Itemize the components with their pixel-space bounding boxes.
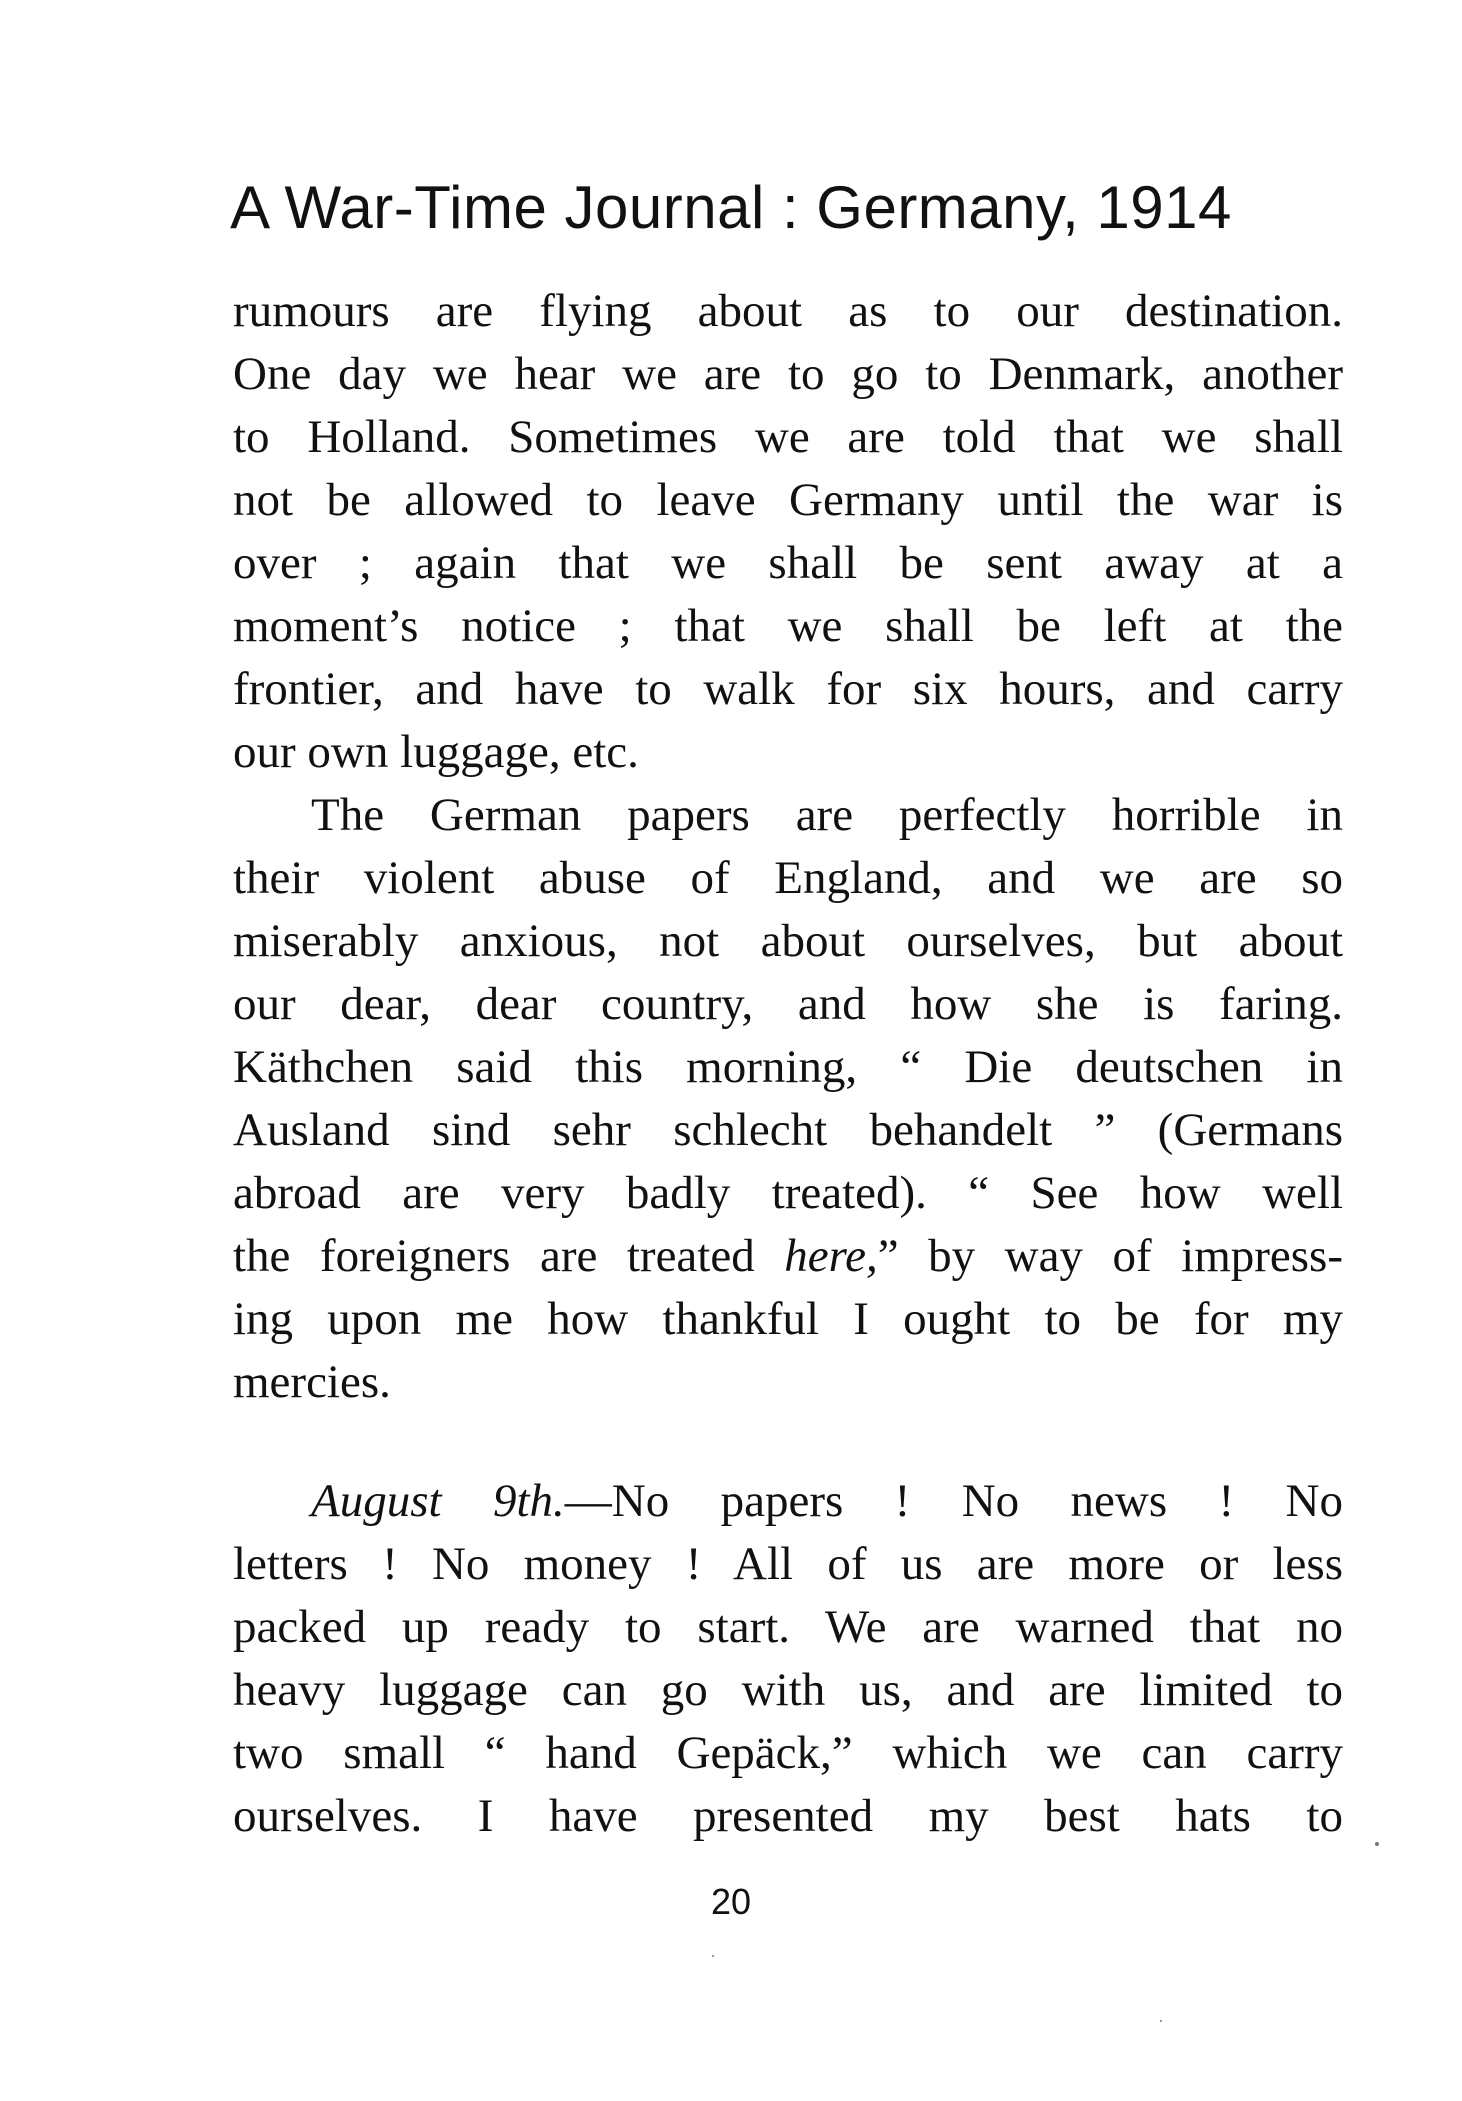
body-text-entry [233,1470,1343,1848]
text-line: moment’s notice ; that we shall be left at the [233,600,1343,652]
text-line: their violent abuse of England, and we are so [233,852,1343,904]
text-line: our dear, dear country, and how she is faring. [233,978,1343,1030]
text-line: letters ! No money ! All of us are more or less [233,1538,1343,1590]
text-line: Ausland sind sehr schlecht behandelt ” (Germans [233,1104,1343,1156]
text-line: to Holland. Sometimes we are told that we shall [233,411,1343,463]
body-text-upper [233,280,1343,1414]
text-line: abroad are very badly treated). “ See how well [233,1167,1343,1219]
text-line: Käthchen said this morning, “ Die deutschen in [233,1041,1343,1093]
page-number: 20 [710,1881,752,1922]
text-line: One day we hear we are to go to Denmark, another [233,348,1343,400]
text-line: our own luggage, etc. [233,726,639,778]
text-line: rumours are flying about as to our destination. [233,285,1343,337]
text-line: ing upon me how thankful I ought to be for my [233,1293,1343,1345]
text-line: frontier, and have to walk for six hours, and carry [233,663,1343,715]
scan-speck [712,1955,714,1957]
text-segment: ” by way of impress- [877,1230,1343,1282]
text-line: mercies. [233,1356,391,1408]
text-line: The German papers are perfectly horrible in [311,789,1343,841]
text-line: over ; again that we shall be sent away at a [233,537,1343,589]
text-line: packed up ready to start. We are warned that no [233,1601,1343,1653]
entry-date: August 9th. [311,1475,565,1527]
journal-entry-first-line [233,1470,1343,1533]
text-line: miserably anxious, not about ourselves, but about [233,915,1343,967]
scan-speck [1375,1842,1379,1846]
emphasized-word: here, [784,1230,878,1282]
text-line-with-emphasis [233,1225,1343,1288]
text-line: ourselves. I have presented my best hats to [233,1790,1343,1842]
text-segment: the foreigners are treated [233,1230,785,1282]
scan-speck [1160,2020,1162,2022]
text-segment: —No papers ! No news ! No [564,1475,1343,1527]
running-head: A War-Time Journal : Germany, 1914 [230,174,1232,241]
text-line: not be allowed to leave Germany until the war is [233,474,1343,526]
text-line: heavy luggage can go with us, and are limited to [233,1664,1343,1716]
text-line: two small “ hand Gepäck,” which we can carry [233,1727,1343,1779]
